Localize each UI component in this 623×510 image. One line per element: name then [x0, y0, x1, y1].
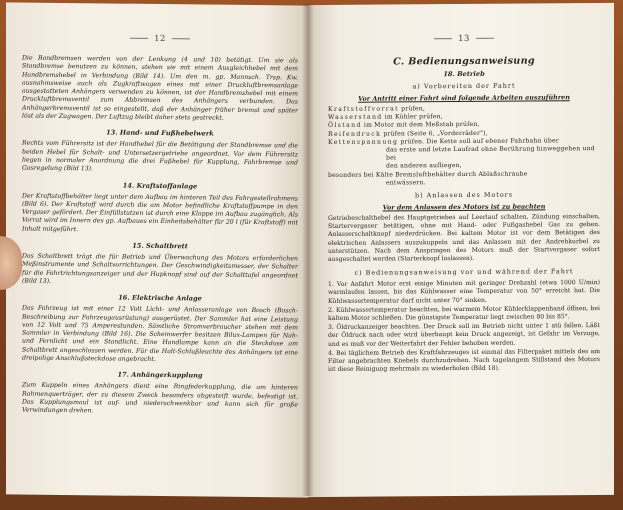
checklist-item-label: Kraftstoffvorrat	[328, 105, 399, 113]
dash-rule	[130, 38, 148, 39]
numbered-instruction: 2. Kühlwassertemperatur beachten, bei warmem Motor Kühlerklappenhand öffnen, bei kaltem Motor schließen. Die günstigste Temperatur liegt zwischen 80 bis 85°.	[328, 304, 600, 322]
checklist-item-text: entwässern.	[386, 179, 426, 187]
right-page	[308, 3, 614, 497]
checklist-item-text: im Motor mit dem Meßstab prüfen,	[361, 121, 480, 130]
section-title: C. Bedienungsanweisung	[393, 55, 535, 68]
paragraph: Das Fahrzeug ist mit einer 12 Volt Licht- und Anlasseranlage von Bosch (Bosch-Beschreibung zur Fahrzeugausrüstung) ausgerüstet. Der Sammler hat eine Leistung von 12 Volt und 75 Amperestunden. Sämtliche Stromverbraucher stehen mit dem Sammler in Verbindung (Bild 16). Die Scheinwerfer besitzen Bilux-Lampen für Nah- und Fernlicht und ein Standlicht. Eine Handlampe kann an die Steckdose am Schaltbrett angeschlossen werden. Für die Halt-Schlußleuchte des Anhängers ist eine dreipolige Anschlußsteckdose angebracht.	[22, 304, 298, 364]
part-c-heading: c) Bedienungsanweisung vor und während der Fahrt	[354, 267, 574, 277]
checklist-item-label: Wasserstand	[328, 113, 383, 122]
page-number-left	[22, 33, 298, 46]
checklist-item-label: Reifendruck	[328, 130, 382, 138]
part-a-list	[328, 104, 600, 188]
subsection-title: 18. Betrieb	[443, 69, 485, 79]
paragraph: Der Kraftstoffbehälter liegt unter dem Aufbau im hinteren Teil des Fahrgestellrahmens (Bild 6). Der Kraftstoff wird durch die am Motor befindliche Kraftstoffpumpe in den Vergaser gefördert. Der Einfüllstutzen ist durch eine Klappe im Aufbau zugänglich. Als Vorrat wird im Innern des gp. Aufbaues ein Einheitsbehälter für 20 l (für Kraftstoff) mit Inhalt mitgeführt.	[22, 192, 298, 233]
paragraph: Das Schaltbrett trägt die für Betrieb und Überwachung des Motors erforderlichen Meßinstrumente und Schaltvorrichtungen. Der Geschwindigkeitsmesser, der Schalter für die Fahrtrichtungsanzeiger und der Hupknopf sind auf der Schalttafel angeordnet (Bild 13).	[22, 252, 298, 285]
checklist-item-text: prüfen (Seite 6, „Vorderräder"),	[381, 129, 488, 138]
dash-rule	[172, 38, 190, 39]
checklist-item-label: Ölstand	[328, 122, 362, 130]
paragraph: Zum Kuppeln eines Anhängers dient eine Ringfederkupplung, die am hinteren Rahmenquerträger, der zu diesem Zweck besonders abgesteift wurde, befestigt ist. Das Kupplungsmaul ist auf- und niederschwenkbar und kann sich für große Verwindungen drehen.	[22, 381, 298, 415]
numbered-instruction: 1. Vor Anfahrt Motor erst einige Minuten mit geringer Drehzahl (etwa 1000 U/min) warmlaufen lassen, bis das Kühlwasser eine Temperatur von 50° erreicht hat. Die Kühlwassertemperatur darf nicht unter 70° sinken.	[328, 279, 600, 305]
checklist-item-text: den anderen aufliegen,	[386, 162, 462, 170]
section-heading: 14. Kraftstoffanlage	[122, 181, 198, 190]
dash-rule	[434, 38, 452, 39]
book-gutter	[302, 4, 314, 496]
section-heading: 16. Elektrische Anlage	[118, 293, 202, 303]
part-b-instruction: Vor dem Anlassen des Motors ist zu beachten	[382, 202, 546, 212]
part-a-heading: a) Vorbereiten der Fahrt	[412, 81, 516, 91]
checklist-item-text: besonders bei Kälte Bremsluftbehälter durch Ablaßschraube	[328, 170, 528, 179]
left-page	[6, 2, 308, 497]
open-book	[6, 4, 616, 496]
checklist-item	[328, 145, 600, 163]
section-heading: 13. Hand- und Fußhebelwerk	[106, 128, 214, 138]
paragraph: Die Bandbremsen werden von der Lenkung (4 und 10) betätigt. Um sie als Standbremse benutzen zu können, stehen sie mit einem Ausgleichhebel mit dem Handbremshebel in Verbindung (Bild 14). Um den m. gp. Mannsch. Trsp. Kw. ausnahmsweise auch als Zugkraftwagen eines mit einer Druckluftbremsanlage ausgestatteten Anhängers verwenden zu können, ist der Handbremshebel mit einem Druckluftbremsventil zum Abbremsen des Anhängers verbunden. Das Anhängerbremsventil ist so eingestellt, daß der Anhänger früher bremst und später löst als der Zugwagen. Der Luftzug bleibt daher stets gestreckt.	[22, 54, 298, 122]
section-heading: 15. Schaltbrett	[132, 241, 188, 251]
section-heading: 17. Anhängerkupplung	[117, 370, 203, 380]
left-page-content	[22, 55, 298, 418]
page-number-text: 12	[154, 33, 166, 45]
paragraph: Rechts vom Führersitz ist der Handhebel für die Betätigung der Standbremse und die beiden Hebel für Schalt- und Untersetzergetriebe angeordnet. Vor dem Führersitz liegen in normaler Anordnung die drei Fußhebel für Kupplung, Fahrbremse und Gasregelung (Bild 13).	[22, 139, 298, 173]
numbered-instruction: 4. Bei täglichem Betrieb des Kraftfahrzeuges ist einmal das Filterpaket mittels des am Filter angebrachten Knebels durchzudrehen. Nach tagelangem Stillstand des Motors ist diese Reinigung mehrmals zu wiederholen (Bild 18).	[328, 347, 600, 374]
part-a-instruction: Vor Antritt einer Fahrt sind folgende Arbeiten auszuführen	[358, 93, 570, 103]
checklist-item-label: Kettenspannung	[328, 138, 399, 146]
part-b-heading: b) Anlassen des Motors	[414, 190, 513, 200]
dash-rule	[476, 38, 494, 39]
numbered-instruction: 3. Öldruckanzeiger beachten. Der Druck soll im Betrieb nicht unter 1 atü fallen. Läßt der Öldruck nach oder wird überhaupt kein Druck angezeigt, ist Gefahr im Verzuge, und es muß vor der Weiterfahrt der Fehler behoben werden.	[328, 322, 600, 348]
part-b-text: Getriebeschalthebel des Hauptgetriebes auf Leerlauf schalten, Zündung einschalten, Startervergaser betätigen, ohne mit Hand- oder Fußgashebel Gas zu geben. Anlasserschaltknopf niederdrücken. Bei kaltem Motor ist vor dem Betätigen des elektrischen Anlassers auszukuppeln und das Anlassen mit der Andrehkurbel zu unterstützen. Nach dem Anspringen des Motors muß der Startvergaser sofort ausgeschaltet werden (Starterknopf loslassen).	[328, 213, 600, 263]
checklist-item-text: prüfen,	[398, 105, 425, 113]
checklist-item-text: prüfen. Die Kette soll auf ebener Fahrbahn über	[398, 137, 559, 146]
checklist-item-text: im Kühler prüfen,	[382, 113, 443, 121]
page-number-text: 13	[458, 33, 470, 45]
part-c-list	[328, 279, 600, 374]
checklist-item-text: das erste und letzte Laufrad ohne Berührung hinweggehen und bei	[386, 145, 595, 162]
page-number-right	[328, 33, 600, 45]
